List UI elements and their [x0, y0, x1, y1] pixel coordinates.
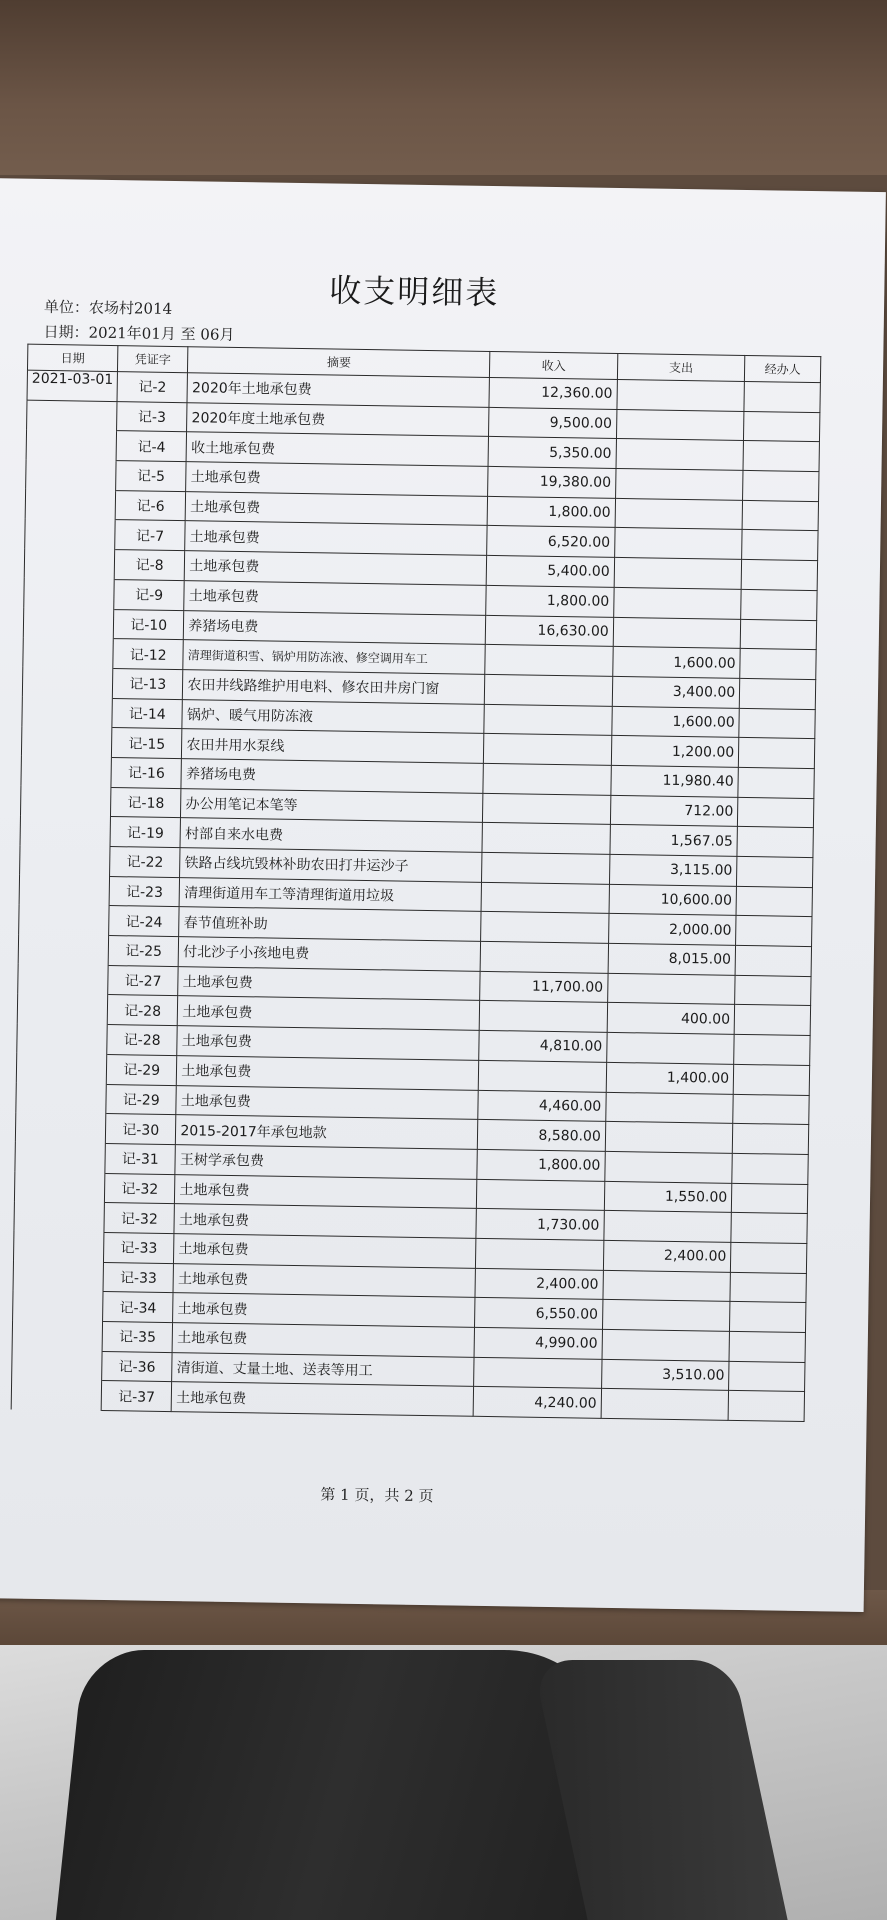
voucher-cell: 记-23 [109, 876, 180, 907]
voucher-cell: 记-5 [116, 461, 187, 492]
handler-cell [736, 886, 812, 917]
handler-cell [731, 1242, 807, 1273]
handler-cell [738, 797, 814, 828]
voucher-cell: 记-18 [111, 787, 182, 818]
income-cell [480, 941, 608, 973]
date-cell [16, 1053, 107, 1084]
expense-cell: 1,600.00 [613, 647, 741, 679]
handler-cell [737, 856, 813, 887]
income-cell [477, 1179, 605, 1211]
voucher-cell: 记-4 [116, 431, 187, 462]
handler-cell [732, 1183, 808, 1214]
summary-cell: 土地承包费 [186, 462, 488, 496]
expense-cell [615, 498, 743, 530]
expense-cell: 712.00 [610, 795, 738, 827]
voucher-cell: 记-13 [112, 668, 183, 699]
date-cell: 2021-03-01 [27, 370, 118, 401]
voucher-cell: 记-2 [117, 372, 188, 403]
header-voucher: 凭证字 [118, 346, 189, 373]
voucher-cell: 记-33 [104, 1232, 175, 1263]
expense-cell: 1,600.00 [612, 706, 740, 738]
expense-cell [613, 617, 741, 649]
income-cell [483, 793, 611, 825]
date-cell [23, 608, 114, 639]
income-cell [482, 823, 610, 855]
income-cell: 1,800.00 [477, 1149, 605, 1181]
summary-cell: 土地承包费 [172, 1323, 474, 1357]
date-cell [17, 1023, 108, 1054]
summary-cell: 土地承包费 [185, 491, 487, 525]
voucher-cell: 记-36 [102, 1351, 173, 1382]
expense-cell [601, 1389, 729, 1421]
date-cell [21, 726, 112, 757]
expense-cell [606, 1092, 734, 1124]
date-cell [16, 1083, 107, 1114]
income-cell: 11,700.00 [480, 971, 608, 1003]
unit-label: 单位：农场村2014 [43, 297, 173, 318]
handler-cell [732, 1124, 808, 1155]
date-cell [23, 637, 114, 668]
date-cell [14, 1201, 105, 1232]
handler-cell [738, 767, 814, 798]
handler-cell [739, 738, 815, 769]
income-cell: 5,400.00 [487, 556, 615, 588]
date-cell [20, 845, 111, 876]
summary-cell: 农田井线路维护用电料、修农田井房门窗 [183, 670, 485, 704]
handler-cell [728, 1391, 804, 1422]
expense-cell: 1,200.00 [611, 736, 739, 768]
expense-cell [603, 1270, 731, 1302]
voucher-cell: 记-33 [103, 1262, 174, 1293]
voucher-cell: 记-34 [103, 1292, 174, 1323]
voucher-cell: 记-27 [108, 965, 179, 996]
date-cell [22, 667, 113, 698]
summary-cell: 土地承包费 [173, 1293, 475, 1327]
handler-cell [737, 827, 813, 858]
handler-cell [731, 1213, 807, 1244]
expense-cell: 1,550.00 [604, 1181, 732, 1213]
date-cell [20, 815, 111, 846]
summary-cell: 2015-2017年承包地款 [176, 1115, 478, 1149]
income-cell [484, 704, 612, 736]
date-cell [13, 1290, 104, 1321]
summary-cell: 养猪场电费 [181, 759, 483, 793]
income-cell: 4,810.00 [479, 1030, 607, 1062]
handler-cell [734, 1034, 810, 1065]
expense-cell [607, 973, 735, 1005]
voucher-cell: 记-19 [110, 817, 181, 848]
income-cell [481, 882, 609, 914]
expense-cell [602, 1300, 730, 1332]
voucher-cell: 记-24 [109, 906, 180, 937]
header-income: 收入 [490, 351, 618, 379]
summary-cell: 土地承包费 [184, 580, 486, 614]
voucher-cell: 记-12 [113, 639, 184, 670]
voucher-cell: 记-31 [105, 1143, 176, 1174]
voucher-cell: 记-32 [104, 1173, 175, 1204]
summary-cell: 土地承包费 [177, 1026, 479, 1060]
income-cell: 9,500.00 [489, 407, 617, 439]
summary-cell: 2020年度土地承包费 [187, 402, 489, 436]
handler-cell [734, 1005, 810, 1036]
summary-cell: 付北沙子小孩地电费 [178, 937, 480, 971]
summary-cell: 锅炉、暖气用防冻液 [182, 699, 484, 733]
income-cell: 1,800.00 [487, 496, 615, 528]
income-cell: 8,580.00 [478, 1120, 606, 1152]
handler-cell [735, 975, 811, 1006]
document-title: 收支明细表 [328, 271, 500, 313]
date-cell [20, 786, 111, 817]
expense-cell: 3,510.00 [601, 1359, 729, 1391]
date-cell [22, 697, 113, 728]
expense-cell: 400.00 [607, 1003, 735, 1035]
date-cell [12, 1320, 103, 1351]
summary-cell: 土地承包费 [174, 1204, 476, 1238]
page-footer: 第 1 页，共 2 页 [320, 1485, 434, 1506]
date-cell [14, 1172, 105, 1203]
summary-cell: 土地承包费 [173, 1263, 475, 1297]
handler-cell [739, 678, 815, 709]
summary-cell: 土地承包费 [178, 966, 480, 1000]
header-expense: 支出 [617, 353, 745, 381]
voucher-cell: 记-37 [101, 1381, 172, 1412]
income-cell: 1,800.00 [486, 585, 614, 617]
income-cell: 2,400.00 [475, 1268, 603, 1300]
summary-cell: 土地承包费 [177, 1055, 479, 1089]
income-cell: 1,730.00 [476, 1209, 604, 1241]
handler-cell [739, 708, 815, 739]
income-cell: 4,460.00 [478, 1090, 606, 1122]
expense-cell: 3,400.00 [612, 676, 740, 708]
date-cell [15, 1142, 106, 1173]
expense-cell: 1,567.05 [610, 825, 738, 857]
date-cell [18, 964, 109, 995]
income-cell [474, 1357, 602, 1389]
income-cell [484, 734, 612, 766]
date-cell [24, 548, 115, 579]
header-handler: 经办人 [745, 355, 821, 382]
voucher-cell: 记-14 [112, 698, 183, 729]
date-cell [15, 1112, 106, 1143]
summary-cell: 清理街道用车工等清理街道用垃圾 [179, 877, 481, 911]
header-date: 日期 [27, 344, 117, 371]
handler-cell [742, 530, 818, 561]
expense-cell [613, 587, 741, 619]
summary-cell: 土地承包费 [174, 1234, 476, 1268]
income-cell [485, 674, 613, 706]
summary-cell: 土地承包费 [171, 1382, 473, 1416]
summary-cell: 农田井用水泵线 [182, 729, 484, 763]
voucher-cell: 记-32 [104, 1203, 175, 1234]
income-cell [482, 852, 610, 884]
expense-cell [617, 379, 745, 411]
voucher-cell: 记-6 [115, 490, 186, 521]
summary-cell: 养猪场电费 [184, 610, 486, 644]
expense-cell [605, 1122, 733, 1154]
expense-cell [605, 1151, 733, 1183]
voucher-cell: 记-35 [102, 1321, 173, 1352]
voucher-cell: 记-22 [110, 847, 181, 878]
summary-cell: 土地承包费 [176, 1085, 478, 1119]
date-cell [21, 756, 112, 787]
income-cell: 16,630.00 [486, 615, 614, 647]
income-cell: 4,240.00 [473, 1387, 601, 1419]
voucher-cell: 记-10 [113, 609, 184, 640]
ledger-body [11, 370, 820, 1421]
expense-cell: 3,115.00 [609, 854, 737, 886]
date-cell [12, 1350, 103, 1381]
summary-cell: 办公用笔记本笔等 [181, 788, 483, 822]
income-cell: 5,350.00 [488, 437, 616, 469]
handler-cell [730, 1302, 806, 1333]
header-summary: 摘要 [188, 347, 490, 378]
date-cell [13, 1261, 104, 1292]
expense-cell: 2,000.00 [608, 914, 736, 946]
summary-cell: 王树学承包费 [175, 1144, 477, 1178]
expense-cell: 10,600.00 [609, 884, 737, 916]
ledger-table [11, 344, 822, 1422]
expense-cell [606, 1032, 734, 1064]
date-cell [26, 430, 117, 461]
handler-cell [741, 560, 817, 591]
voucher-cell: 记-15 [111, 728, 182, 759]
income-cell: 6,520.00 [487, 526, 615, 558]
handler-cell [743, 441, 819, 472]
voucher-cell: 记-25 [108, 936, 179, 967]
summary-cell: 土地承包费 [185, 521, 487, 555]
voucher-cell: 记-7 [115, 520, 186, 551]
expense-cell [616, 439, 744, 471]
income-cell [481, 912, 609, 944]
expense-cell [614, 558, 742, 590]
income-cell: 12,360.00 [489, 377, 617, 409]
income-cell [476, 1238, 604, 1270]
handler-cell [735, 945, 811, 976]
desk-surface-top [0, 0, 887, 175]
voucher-cell: 记-29 [106, 1084, 177, 1115]
date-cell [13, 1231, 104, 1262]
summary-cell: 村部自来水电费 [180, 818, 482, 852]
summary-cell: 土地承包费 [178, 996, 480, 1030]
summary-cell: 铁路占线坑毁林补助农田打井运沙子 [180, 848, 482, 882]
date-cell [18, 934, 109, 965]
date-cell [19, 875, 110, 906]
income-cell: 6,550.00 [475, 1298, 603, 1330]
handler-cell [729, 1361, 805, 1392]
voucher-cell: 记-16 [111, 757, 182, 788]
income-cell [483, 763, 611, 795]
handler-cell [740, 619, 816, 650]
handler-cell [742, 500, 818, 531]
summary-cell: 清理街道积雪、锅炉用防冻液、修空调用车工 [183, 640, 485, 674]
ledger-sheet [0, 178, 886, 1612]
handler-cell [736, 916, 812, 947]
handler-cell [744, 411, 820, 442]
handler-cell [743, 470, 819, 501]
date-cell [19, 904, 110, 935]
date-cell [25, 489, 116, 520]
expense-cell [615, 468, 743, 500]
income-cell: 4,990.00 [474, 1327, 602, 1359]
voucher-cell: 记-28 [107, 1025, 178, 1056]
income-cell [479, 1060, 607, 1092]
expense-cell [604, 1211, 732, 1243]
voucher-cell: 记-8 [114, 550, 185, 581]
handler-cell [732, 1153, 808, 1184]
handler-cell [733, 1094, 809, 1125]
summary-cell: 清街道、丈量土地、送表等用工 [172, 1352, 474, 1386]
handler-cell [730, 1272, 806, 1303]
date-cell [26, 459, 117, 490]
income-cell: 19,380.00 [488, 466, 616, 498]
summary-cell: 土地承包费 [175, 1174, 477, 1208]
date-cell [25, 519, 116, 550]
voucher-cell: 记-29 [106, 1054, 177, 1085]
handler-cell [740, 649, 816, 680]
date-cell [27, 400, 118, 431]
expense-cell: 8,015.00 [608, 943, 736, 975]
voucher-cell: 记-28 [107, 995, 178, 1026]
expense-cell: 2,400.00 [603, 1240, 731, 1272]
voucher-cell: 记-9 [114, 579, 185, 610]
date-cell [24, 578, 115, 609]
summary-cell: 收土地承包费 [186, 432, 488, 466]
voucher-cell: 记-30 [105, 1114, 176, 1145]
date-cell [11, 1379, 102, 1410]
summary-cell: 土地承包费 [185, 551, 487, 585]
date-cell [17, 994, 108, 1025]
handler-cell [744, 381, 820, 412]
summary-cell: 2020年土地承包费 [187, 373, 489, 407]
summary-cell: 春节值班补助 [179, 907, 481, 941]
expense-cell: 1,400.00 [606, 1062, 734, 1094]
income-cell [485, 645, 613, 677]
expense-cell [614, 528, 742, 560]
handler-cell [741, 589, 817, 620]
expense-cell [602, 1329, 730, 1361]
voucher-cell: 记-3 [117, 401, 188, 432]
handler-cell [733, 1064, 809, 1095]
income-cell [480, 1001, 608, 1033]
date-range-label: 日期：2021年01月 至 06月 [43, 322, 235, 344]
handler-cell [729, 1331, 805, 1362]
expense-cell: 11,980.40 [611, 765, 739, 797]
expense-cell [616, 409, 744, 441]
